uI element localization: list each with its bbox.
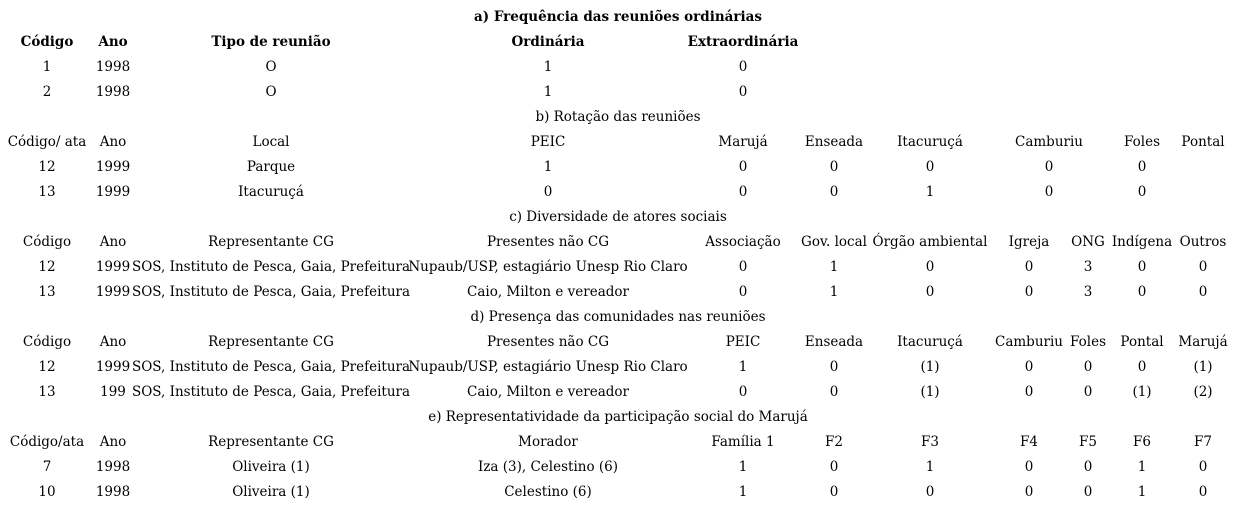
table-row bbox=[0, 355, 1236, 380]
header-cell: Ano bbox=[99, 234, 127, 250]
table-cell: 0 bbox=[1044, 184, 1054, 200]
table-cell: Oliveira (1) bbox=[232, 459, 310, 475]
header-cell: Gov. local bbox=[801, 234, 867, 250]
table-cell: 0 bbox=[1198, 259, 1208, 275]
table-cell: 0 bbox=[543, 184, 553, 200]
table-cell: 12 bbox=[38, 259, 56, 275]
header-cell: F4 bbox=[1020, 434, 1038, 450]
header-cell: Representante CG bbox=[208, 334, 334, 350]
table-cell: 0 bbox=[738, 84, 748, 100]
table-cell: 0 bbox=[829, 459, 839, 475]
header-cell: F3 bbox=[921, 434, 939, 450]
table-cell: Caio, Milton e vereador bbox=[466, 384, 630, 400]
table-row bbox=[0, 55, 1236, 80]
table-cell: 0 bbox=[1137, 159, 1147, 175]
table-cell: 0 bbox=[738, 384, 748, 400]
table-cell: 1999 bbox=[95, 259, 131, 275]
header-cell: Órgão ambiental bbox=[872, 234, 988, 250]
table-cell: 1998 bbox=[95, 84, 131, 100]
table-cell: (1) bbox=[1132, 384, 1152, 400]
header-cell: Morador bbox=[518, 434, 578, 450]
table-cell: 0 bbox=[925, 159, 935, 175]
section-e-title: e) Representatividade da participação social do Marujá bbox=[428, 409, 808, 425]
header-cell: Marujá bbox=[718, 134, 768, 150]
table-cell: 12 bbox=[38, 359, 56, 375]
table-cell: 0 bbox=[1083, 484, 1093, 500]
table-cell: Itacuruçá bbox=[238, 184, 304, 200]
table-cell: 13 bbox=[38, 284, 56, 300]
table-cell: 0 bbox=[1198, 484, 1208, 500]
table-row bbox=[0, 155, 1236, 180]
table-cell: 1 bbox=[738, 359, 748, 375]
table-cell: 0 bbox=[1137, 284, 1147, 300]
table-cell: 1 bbox=[42, 59, 52, 75]
section-d-title: d) Presença das comunidades nas reuniões bbox=[470, 309, 766, 325]
header-cell: Igreja bbox=[1008, 234, 1050, 250]
section-a-title: a) Frequência das reuniões ordinárias bbox=[473, 9, 762, 25]
table-cell: O bbox=[265, 84, 277, 100]
table-cell: 0 bbox=[738, 59, 748, 75]
header-cell: Extraordinária bbox=[687, 34, 799, 50]
table-cell: 1999 bbox=[95, 184, 131, 200]
table-cell: 0 bbox=[1137, 184, 1147, 200]
header-cell: Código/ata bbox=[9, 434, 85, 450]
table-row bbox=[0, 455, 1236, 480]
header-cell: ONG bbox=[1071, 234, 1105, 250]
header-row bbox=[0, 430, 1236, 455]
header-cell: Itacuruçá bbox=[897, 134, 963, 150]
header-row bbox=[0, 230, 1236, 255]
table-cell: 0 bbox=[1024, 359, 1034, 375]
header-cell: F5 bbox=[1079, 434, 1097, 450]
header-cell: Foles bbox=[1124, 134, 1160, 150]
table-cell: 1 bbox=[925, 184, 935, 200]
header-cell: Tipo de reunião bbox=[211, 34, 331, 50]
header-cell: Presentes não CG bbox=[486, 234, 610, 250]
table-cell: 0 bbox=[738, 184, 748, 200]
header-cell: Ano bbox=[99, 434, 127, 450]
header-cell: F2 bbox=[825, 434, 843, 450]
header-cell: F7 bbox=[1194, 434, 1212, 450]
header-cell: Família 1 bbox=[711, 434, 775, 450]
table-cell: 0 bbox=[829, 359, 839, 375]
table-cell: 1 bbox=[829, 259, 839, 275]
table-cell: 7 bbox=[42, 459, 52, 475]
header-cell: Camburiu bbox=[995, 334, 1063, 350]
table-cell: 1 bbox=[829, 284, 839, 300]
table-cell: (1) bbox=[920, 384, 940, 400]
table-cell: 0 bbox=[829, 159, 839, 175]
table-cell: 0 bbox=[738, 259, 748, 275]
header-cell: Indígena bbox=[1111, 234, 1173, 250]
header-cell: Foles bbox=[1070, 334, 1106, 350]
header-row bbox=[0, 30, 1236, 55]
table-cell: 12 bbox=[38, 159, 56, 175]
section-b-title: b) Rotação das reuniões bbox=[535, 109, 701, 125]
header-cell: Presentes não CG bbox=[486, 334, 610, 350]
table-cell: 1 bbox=[1137, 484, 1147, 500]
header-row bbox=[0, 330, 1236, 355]
table-cell: 1 bbox=[543, 59, 553, 75]
table-cell: 0 bbox=[1024, 459, 1034, 475]
table-cell: 1998 bbox=[95, 459, 131, 475]
header-cell: PEIC bbox=[725, 334, 761, 350]
table-row bbox=[0, 380, 1236, 405]
section-c-title: c) Diversidade de atores sociais bbox=[509, 209, 727, 225]
table-cell: 1 bbox=[738, 484, 748, 500]
table-cell: O bbox=[265, 59, 277, 75]
table-cell: 10 bbox=[38, 484, 56, 500]
table-cell: 1999 bbox=[95, 359, 131, 375]
table-row bbox=[0, 180, 1236, 205]
table-cell: SOS, Instituto de Pesca, Gaia, Prefeitura bbox=[131, 359, 411, 375]
table-cell: Celestino (6) bbox=[504, 484, 592, 500]
table-cell: 0 bbox=[1024, 259, 1034, 275]
table-cell: 0 bbox=[1137, 359, 1147, 375]
table-cell: 1 bbox=[543, 84, 553, 100]
table-cell: 0 bbox=[829, 384, 839, 400]
table-cell: 0 bbox=[1083, 384, 1093, 400]
header-cell: Pontal bbox=[1181, 134, 1225, 150]
header-cell: Representante CG bbox=[208, 234, 334, 250]
table-cell: SOS, Instituto de Pesca, Gaia, Prefeitura bbox=[131, 259, 411, 275]
table-cell: 0 bbox=[1198, 284, 1208, 300]
header-cell: Marujá bbox=[1178, 334, 1228, 350]
table-cell: 3 bbox=[1083, 259, 1093, 275]
table-cell: Nupaub/USP, estagiário Unesp Rio Claro bbox=[408, 259, 688, 275]
header-cell: Ano bbox=[99, 134, 127, 150]
table-cell: 1 bbox=[543, 159, 553, 175]
table-cell: 1 bbox=[738, 459, 748, 475]
table-cell: 1 bbox=[1137, 459, 1147, 475]
header-cell: Pontal bbox=[1120, 334, 1164, 350]
table-row bbox=[0, 80, 1236, 105]
table-cell: 0 bbox=[1083, 359, 1093, 375]
header-cell: Local bbox=[252, 134, 290, 150]
header-cell: Ano bbox=[98, 34, 128, 50]
header-cell: Associação bbox=[705, 234, 781, 250]
table-cell: 0 bbox=[1083, 459, 1093, 475]
table-cell: (2) bbox=[1193, 384, 1213, 400]
header-cell: Outros bbox=[1179, 234, 1227, 250]
table-cell: 0 bbox=[829, 484, 839, 500]
table-cell: 1 bbox=[925, 459, 935, 475]
table-cell: 0 bbox=[1024, 484, 1034, 500]
table-cell: 1998 bbox=[95, 484, 131, 500]
header-cell: Representante CG bbox=[208, 434, 334, 450]
table-cell: SOS, Instituto de Pesca, Gaia, Prefeitura bbox=[131, 284, 411, 300]
table-cell: (1) bbox=[1193, 359, 1213, 375]
table-row bbox=[0, 480, 1236, 505]
table-cell: Nupaub/USP, estagiário Unesp Rio Claro bbox=[408, 359, 688, 375]
table-cell: 0 bbox=[738, 159, 748, 175]
table-cell: 0 bbox=[829, 184, 839, 200]
header-cell: Ordinária bbox=[511, 34, 585, 50]
table-cell: 0 bbox=[738, 284, 748, 300]
table-cell: 3 bbox=[1083, 284, 1093, 300]
header-cell: Código bbox=[22, 234, 72, 250]
table-cell: Caio, Milton e vereador bbox=[466, 284, 630, 300]
table-cell: 1998 bbox=[95, 59, 131, 75]
table-cell: SOS, Instituto de Pesca, Gaia, Prefeitura bbox=[131, 384, 411, 400]
table-cell: (1) bbox=[920, 359, 940, 375]
header-cell: Código/ ata bbox=[7, 134, 87, 150]
header-cell: Itacuruçá bbox=[897, 334, 963, 350]
table-cell: 1999 bbox=[95, 284, 131, 300]
table-cell: 199 bbox=[100, 384, 126, 400]
table-cell: 13 bbox=[38, 184, 56, 200]
header-cell: Ano bbox=[99, 334, 127, 350]
header-cell: Código bbox=[22, 334, 72, 350]
header-cell: Camburiu bbox=[1015, 134, 1083, 150]
table-cell: 0 bbox=[1198, 459, 1208, 475]
table-cell: 0 bbox=[925, 484, 935, 500]
header-row bbox=[0, 130, 1236, 155]
header-cell: Código bbox=[20, 34, 74, 50]
table-cell: Oliveira (1) bbox=[232, 484, 310, 500]
table-row bbox=[0, 280, 1236, 305]
table-cell: 1999 bbox=[95, 159, 131, 175]
table-cell: 0 bbox=[1024, 384, 1034, 400]
table-cell: Parque bbox=[246, 159, 296, 175]
table-cell: 0 bbox=[925, 259, 935, 275]
table-cell: 0 bbox=[925, 284, 935, 300]
table-cell: Iza (3), Celestino (6) bbox=[477, 459, 619, 475]
table-cell: 13 bbox=[38, 384, 56, 400]
table-row bbox=[0, 255, 1236, 280]
header-cell: F6 bbox=[1133, 434, 1151, 450]
header-cell: PEIC bbox=[530, 134, 566, 150]
table-cell: 0 bbox=[1137, 259, 1147, 275]
header-cell: Enseada bbox=[804, 134, 864, 150]
table-cell: 0 bbox=[1024, 284, 1034, 300]
table-cell: 2 bbox=[42, 84, 52, 100]
table-cell: 0 bbox=[1044, 159, 1054, 175]
header-cell: Enseada bbox=[804, 334, 864, 350]
